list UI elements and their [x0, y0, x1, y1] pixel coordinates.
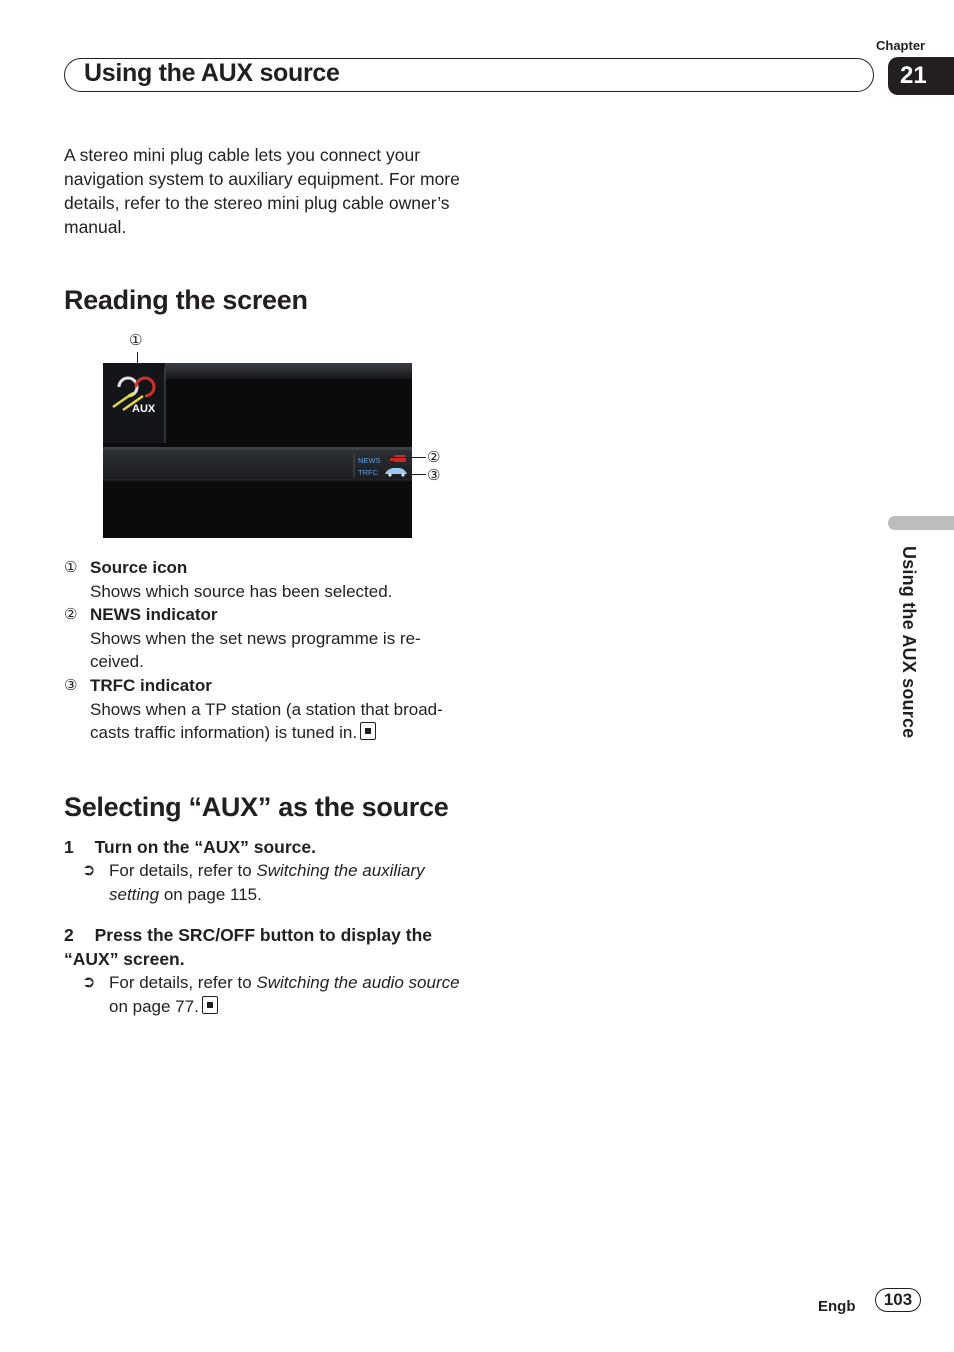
heading-reading-the-screen: Reading the screen: [64, 285, 308, 315]
end-of-section-icon: [202, 996, 218, 1014]
end-of-section-icon: [360, 722, 376, 740]
callout-2-leader: [387, 457, 426, 458]
arrow-right-icon: ➲: [82, 974, 96, 991]
aux-screen-illustration: [103, 363, 412, 538]
section-title: Using the AUX source: [84, 59, 340, 87]
legend-term: TRFC indicator: [90, 676, 212, 695]
legend-number: ①: [64, 559, 78, 576]
aux-icon-label: AUX: [132, 403, 156, 415]
reference-prefix: For details, refer to: [109, 861, 252, 880]
legend-term: NEWS indicator: [90, 605, 218, 624]
step-number: 1: [64, 837, 74, 857]
callout-3-leader: [407, 474, 426, 475]
side-tab-label: Using the AUX source: [899, 546, 919, 739]
legend-term: Source icon: [90, 558, 188, 577]
callout-3: ③: [427, 467, 441, 484]
step-title: Turn on the “AUX” source.: [94, 837, 316, 857]
step-2-heading: [64, 923, 464, 971]
reference-suffix: on page 115.: [163, 885, 262, 904]
step-1-heading: [64, 835, 464, 859]
reference-link[interactable]: Switching the auxiliary setting: [109, 861, 425, 904]
reference-suffix: on page 77.: [109, 997, 199, 1016]
aux-screen-image: [103, 363, 412, 538]
news-label: NEWS: [358, 456, 381, 465]
callout-2: ②: [427, 449, 441, 466]
arrow-right-icon: ➲: [82, 862, 96, 879]
step-number: 2: [64, 925, 74, 945]
callout-1: ①: [129, 332, 143, 349]
language-code: Engb: [818, 1298, 856, 1315]
step-1-reference: [109, 859, 469, 907]
legend-description: Shows when the set news programme is re-ceived.: [90, 628, 421, 671]
legend-list: [64, 556, 459, 751]
step-2-reference: [109, 971, 469, 1019]
chapter-number-badge: 21: [888, 57, 954, 95]
legend-number: ②: [64, 606, 78, 623]
reference-link[interactable]: Switching the audio source: [256, 973, 460, 992]
heading-selecting-aux: Selecting “AUX” as the source: [64, 792, 449, 822]
page-number: 103: [875, 1288, 921, 1312]
legend-description: Shows which source has been selected.: [90, 581, 393, 601]
intro-paragraph: A stereo mini plug cable lets you connect your navigation system to auxiliary equipment. For more details, refer to the stereo mini plug cable owner’s manual.: [64, 145, 460, 237]
legend-number: ③: [64, 677, 78, 694]
trfc-label: TRFC: [358, 468, 378, 477]
reference-prefix: For details, refer to: [109, 973, 252, 992]
side-tab-marker: [888, 516, 954, 530]
chapter-label: Chapter: [876, 38, 926, 53]
step-title: Press the SRC/OFF button to display the “AUX” screen.: [64, 925, 432, 969]
legend-description: Shows when a TP station (a station that broad-casts traffic information) is tuned in.: [90, 699, 443, 742]
